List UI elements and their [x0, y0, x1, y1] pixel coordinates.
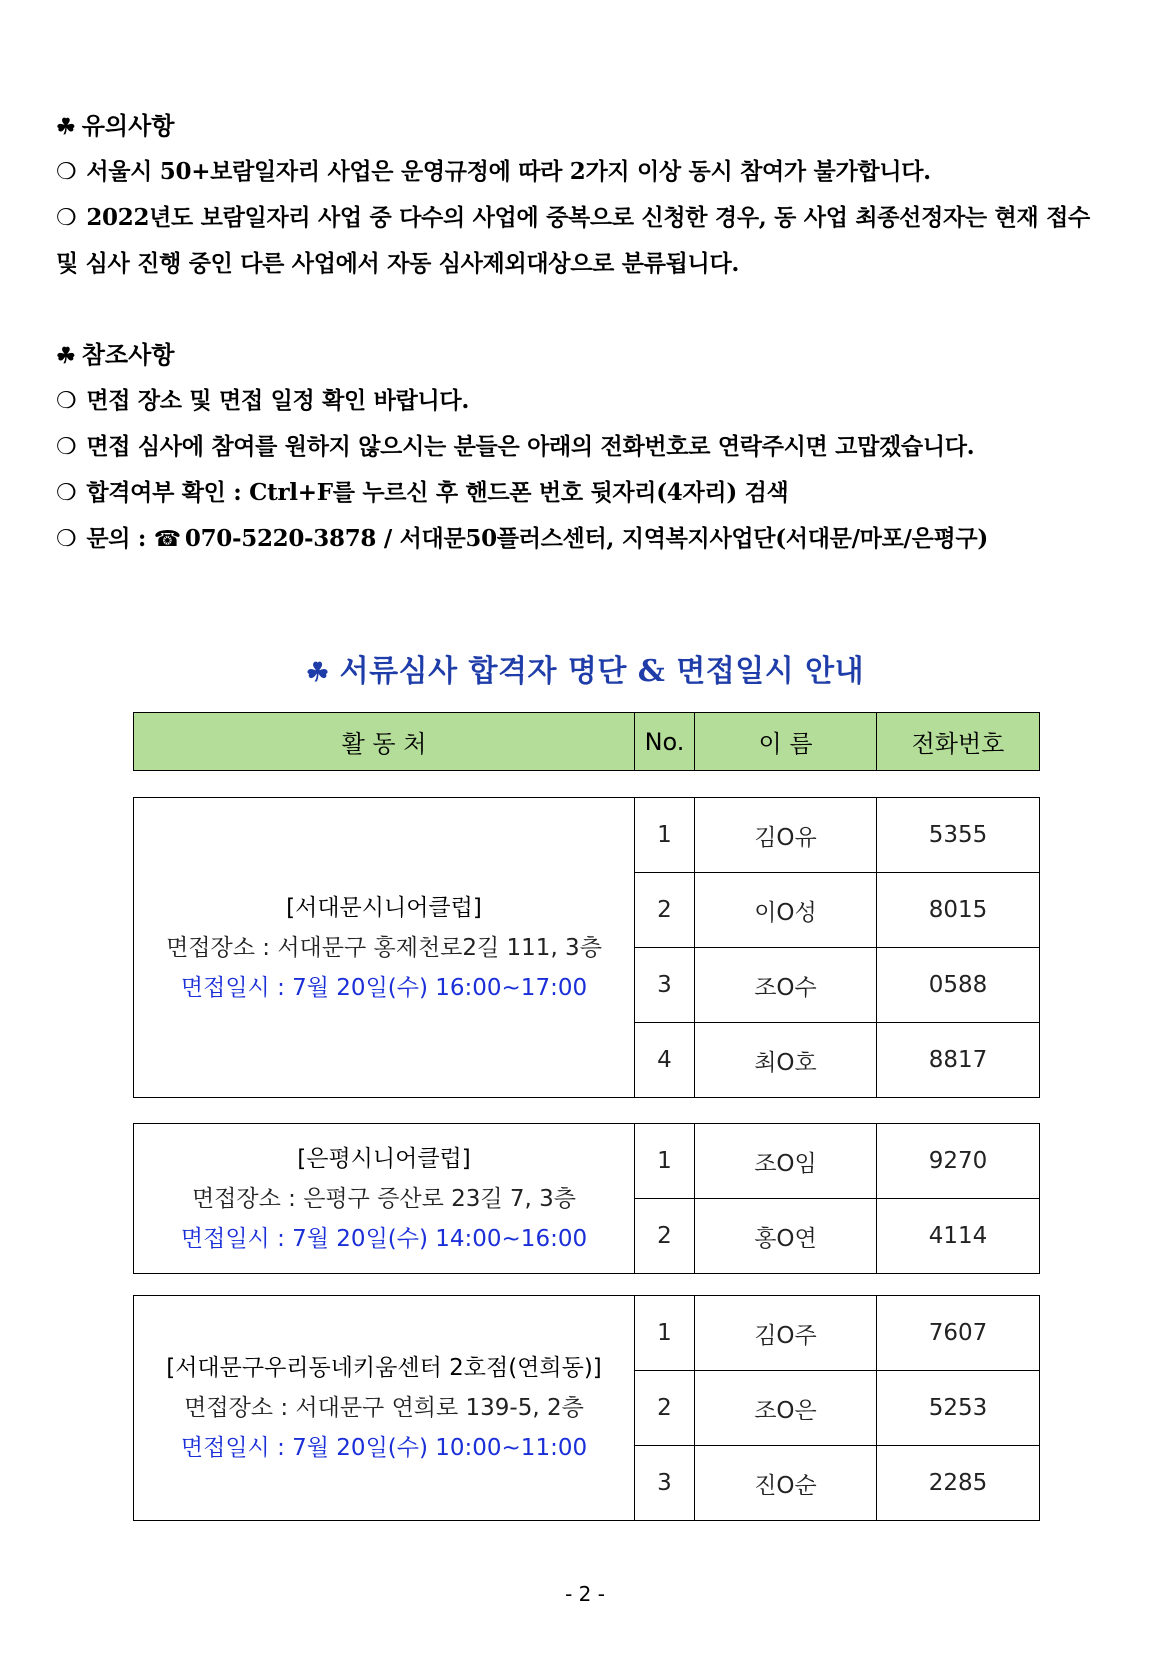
row-phone: 5253	[877, 1371, 1040, 1446]
row-phone: 8817	[877, 1023, 1040, 1098]
org-cell	[134, 1296, 635, 1521]
clover-icon: ☘	[56, 114, 76, 140]
caution-item: ❍ 서울시 50+보람일자리 사업은 운영규정에 따라 2가지 이상 동시 참여가 불가합니다.	[56, 149, 1118, 195]
row-no: 3	[635, 948, 695, 1023]
org-cell	[134, 1124, 635, 1274]
row-name: 홍O연	[695, 1199, 877, 1274]
circle-bullet-icon: ❍	[56, 434, 77, 460]
clover-icon: ☘	[56, 343, 76, 369]
circle-bullet-icon: ❍	[56, 526, 77, 552]
row-phone: 2285	[877, 1446, 1040, 1521]
org-place: 면접장소 : 서대문구 홍제천로2길 111, 3층	[166, 934, 602, 961]
circle-bullet-icon: ❍	[56, 159, 77, 185]
row-name: 조O수	[695, 948, 877, 1023]
caution-block	[56, 104, 1118, 287]
row-phone: 7607	[877, 1296, 1040, 1371]
org-cell	[134, 798, 635, 1098]
group-table-eunpyeong	[133, 1123, 1040, 1274]
org-time: 면접일시 : 7월 20일(수) 14:00~16:00	[180, 1225, 588, 1252]
row-no: 2	[635, 1371, 695, 1446]
reference-item: ❍ 합격여부 확인 : Ctrl+F를 누르신 후 핸드폰 번호 뒷자리(4자리) 검색	[56, 470, 1118, 516]
row-name: 이O성	[695, 873, 877, 948]
row-name: 김O유	[695, 798, 877, 873]
table-row	[134, 798, 1040, 873]
row-no: 2	[635, 1199, 695, 1274]
header-no: No.	[635, 713, 695, 771]
reference-heading: ☘ 참조사항	[56, 340, 175, 369]
org-name: [은평시니어클럽]	[297, 1145, 471, 1172]
table-row	[134, 1124, 1040, 1199]
row-no: 1	[635, 798, 695, 873]
header-phone: 전화번호	[877, 713, 1040, 771]
row-name: 조O은	[695, 1371, 877, 1446]
page-number: - 2 -	[565, 1582, 605, 1606]
header-org: 활 동 처	[134, 713, 635, 771]
row-name: 조O임	[695, 1124, 877, 1199]
row-no: 1	[635, 1296, 695, 1371]
org-name: [서대문시니어클럽]	[286, 894, 482, 921]
circle-bullet-icon: ❍	[56, 480, 77, 506]
row-name: 김O주	[695, 1296, 877, 1371]
org-time: 면접일시 : 7월 20일(수) 10:00~11:00	[180, 1435, 588, 1461]
row-phone: 5355	[877, 798, 1040, 873]
circle-bullet-icon: ❍	[56, 205, 77, 231]
caution-item: ❍ 2022년도 보람일자리 사업 중 다수의 사업에 중복으로 신청한 경우, 동 사업 최종선정자는 현재 접수 및 심사 진행 중인 다른 사업에서 자동 심사제외대상으로 분류됩니다.	[56, 195, 1118, 287]
row-phone: 9270	[877, 1124, 1040, 1199]
group-table-seodaemun	[133, 797, 1040, 1098]
row-no: 2	[635, 873, 695, 948]
table-header	[133, 712, 1040, 771]
reference-item: ❍ 면접 장소 및 면접 일정 확인 바랍니다.	[56, 378, 1118, 424]
header-name: 이 름	[695, 713, 877, 771]
row-name: 최O호	[695, 1023, 877, 1098]
row-phone: 0588	[877, 948, 1040, 1023]
contact-line: ❍ 문의 : ☎ 070-5220-3878 / 서대문50플러스센터, 지역복지사업단(서대문/마포/은평구)	[56, 516, 1118, 563]
circle-bullet-icon: ❍	[56, 388, 77, 414]
row-phone: 4114	[877, 1199, 1040, 1274]
reference-item: ❍ 면접 심사에 참여를 원하지 않으시는 분들은 아래의 전화번호로 연락주시면 고맙겠습니다.	[56, 424, 1118, 470]
row-no: 1	[635, 1124, 695, 1199]
row-phone: 8015	[877, 873, 1040, 948]
reference-block	[56, 333, 1118, 563]
notes-section	[56, 104, 1118, 609]
org-place: 면접장소 : 서대문구 연희로 139-5, 2층	[184, 1395, 584, 1421]
phone-icon: ☎	[153, 527, 181, 552]
page-title: ☘ 서류심사 합격자 명단 & 면접일시 안내	[305, 654, 865, 689]
clover-icon: ☘	[305, 658, 330, 688]
org-time: 면접일시 : 7월 20일(수) 16:00~17:00	[180, 974, 588, 1001]
caution-heading: ☘ 유의사항	[56, 111, 175, 140]
row-name: 진O순	[695, 1446, 877, 1521]
org-name: [서대문구우리동네키움센터 2호점(연희동)]	[166, 1355, 602, 1381]
row-no: 3	[635, 1446, 695, 1521]
table-row	[134, 1296, 1040, 1371]
row-no: 4	[635, 1023, 695, 1098]
group-table-yeonhui	[133, 1295, 1040, 1521]
org-place: 면접장소 : 은평구 증산로 23길 7, 3층	[191, 1185, 577, 1212]
